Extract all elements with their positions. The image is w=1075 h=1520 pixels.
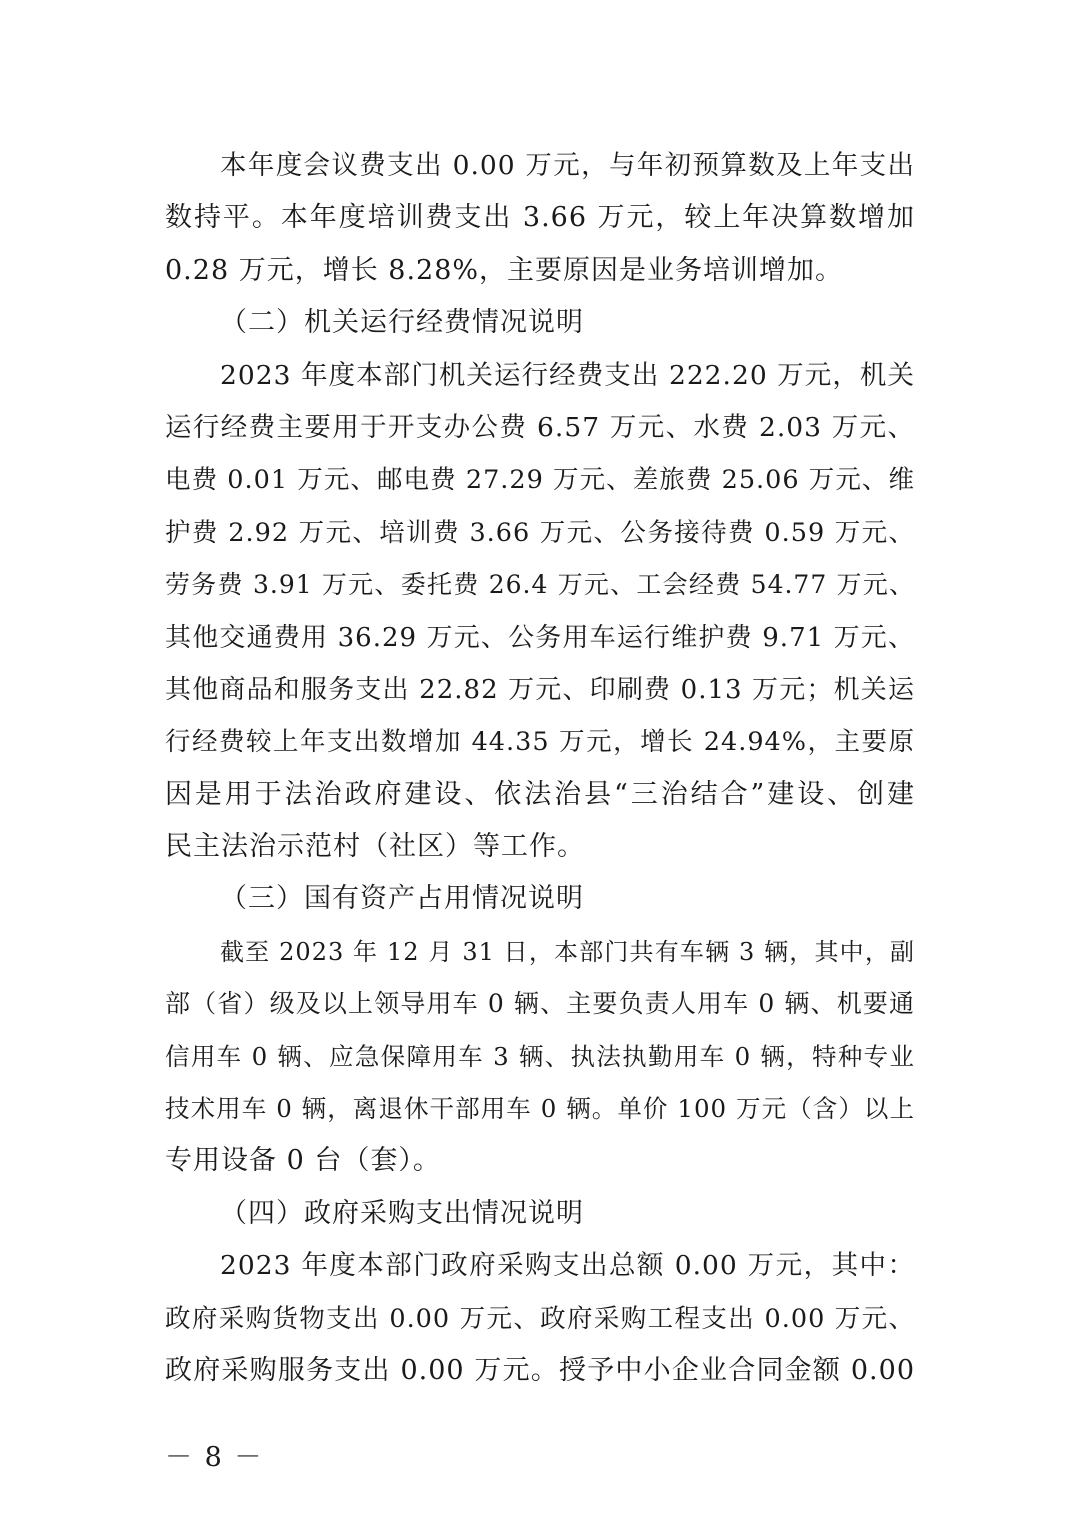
section-heading: （四）政府采购支出情况说明 (220, 1197, 584, 1229)
paragraph-line: 信用车 0 辆、应急保障用车 3 辆、执法执勤用车 0 辆，特种专业 (165, 1041, 915, 1071)
paragraph-line: 部（省）级及以上领导用车 0 辆、主要负责人用车 0 辆、机要通 (165, 989, 915, 1019)
paragraph-line: 2023 年度本部门机关运行经费支出 222.20 万元，机关 (220, 359, 915, 391)
section-heading: （三）国有资产占用情况说明 (220, 883, 584, 915)
paragraph-line: 其他交通费用 36.29 万元、公务用车运行维护费 9.71 万元、 (165, 622, 915, 653)
paragraph-line: 政府采购服务支出 0.00 万元。授予中小企业合同金额 0.00 (165, 1354, 915, 1386)
paragraph-line: 电费 0.01 万元、邮电费 27.29 万元、差旅费 25.06 万元、维 (165, 465, 915, 496)
paragraph-line: 0.28 万元，增长 8.28%，主要原因是业务培训增加。 (165, 254, 844, 286)
paragraph-line: 截至 2023 年 12 月 31 日，本部门共有车辆 3 辆，其中，副 (220, 937, 915, 966)
paragraph-line: 本年度会议费支出 0.00 万元，与年初预算数及上年支出 (220, 150, 915, 181)
paragraph-line: 行经费较上年支出数增加 44.35 万元，增长 24.94%，主要原 (165, 727, 915, 758)
section-heading: （二）机关运行经费情况说明 (220, 307, 584, 339)
paragraph-line: 运行经费主要用于开支办公费 6.57 万元、水费 2.03 万元、 (165, 411, 915, 443)
page-number: － 8 － (165, 1442, 264, 1473)
paragraph-line: 政府采购货物支出 0.00 万元、政府采购工程支出 0.00 万元、 (165, 1303, 915, 1334)
paragraph-line: 民主法治示范村（社区）等工作。 (165, 831, 585, 863)
paragraph-line: 专用设备 0 台（套）。 (165, 1145, 441, 1177)
paragraph-line: 其他商品和服务支出 22.82 万元、印刷费 0.13 万元；机关运 (165, 674, 915, 705)
paragraph-line: 劳务费 3.91 万元、委托费 26.4 万元、工会经费 54.77 万元、 (165, 570, 915, 600)
paragraph-line: 数持平。本年度培训费支出 3.66 万元，较上年决算数增加 (165, 202, 915, 234)
document-body (165, 140, 915, 1397)
paragraph-line: 2023 年度本部门政府采购支出总额 0.00 万元，其中： (220, 1250, 915, 1282)
paragraph-line: 技术用车 0 辆，离退休干部用车 0 辆。单价 100 万元（含）以上 (165, 1094, 915, 1124)
paragraph-line: 因是用于法治政府建设、依法治县“三治结合”建设、创建 (165, 778, 915, 810)
paragraph-line: 护费 2.92 万元、培训费 3.66 万元、公务接待费 0.59 万元、 (165, 517, 915, 548)
